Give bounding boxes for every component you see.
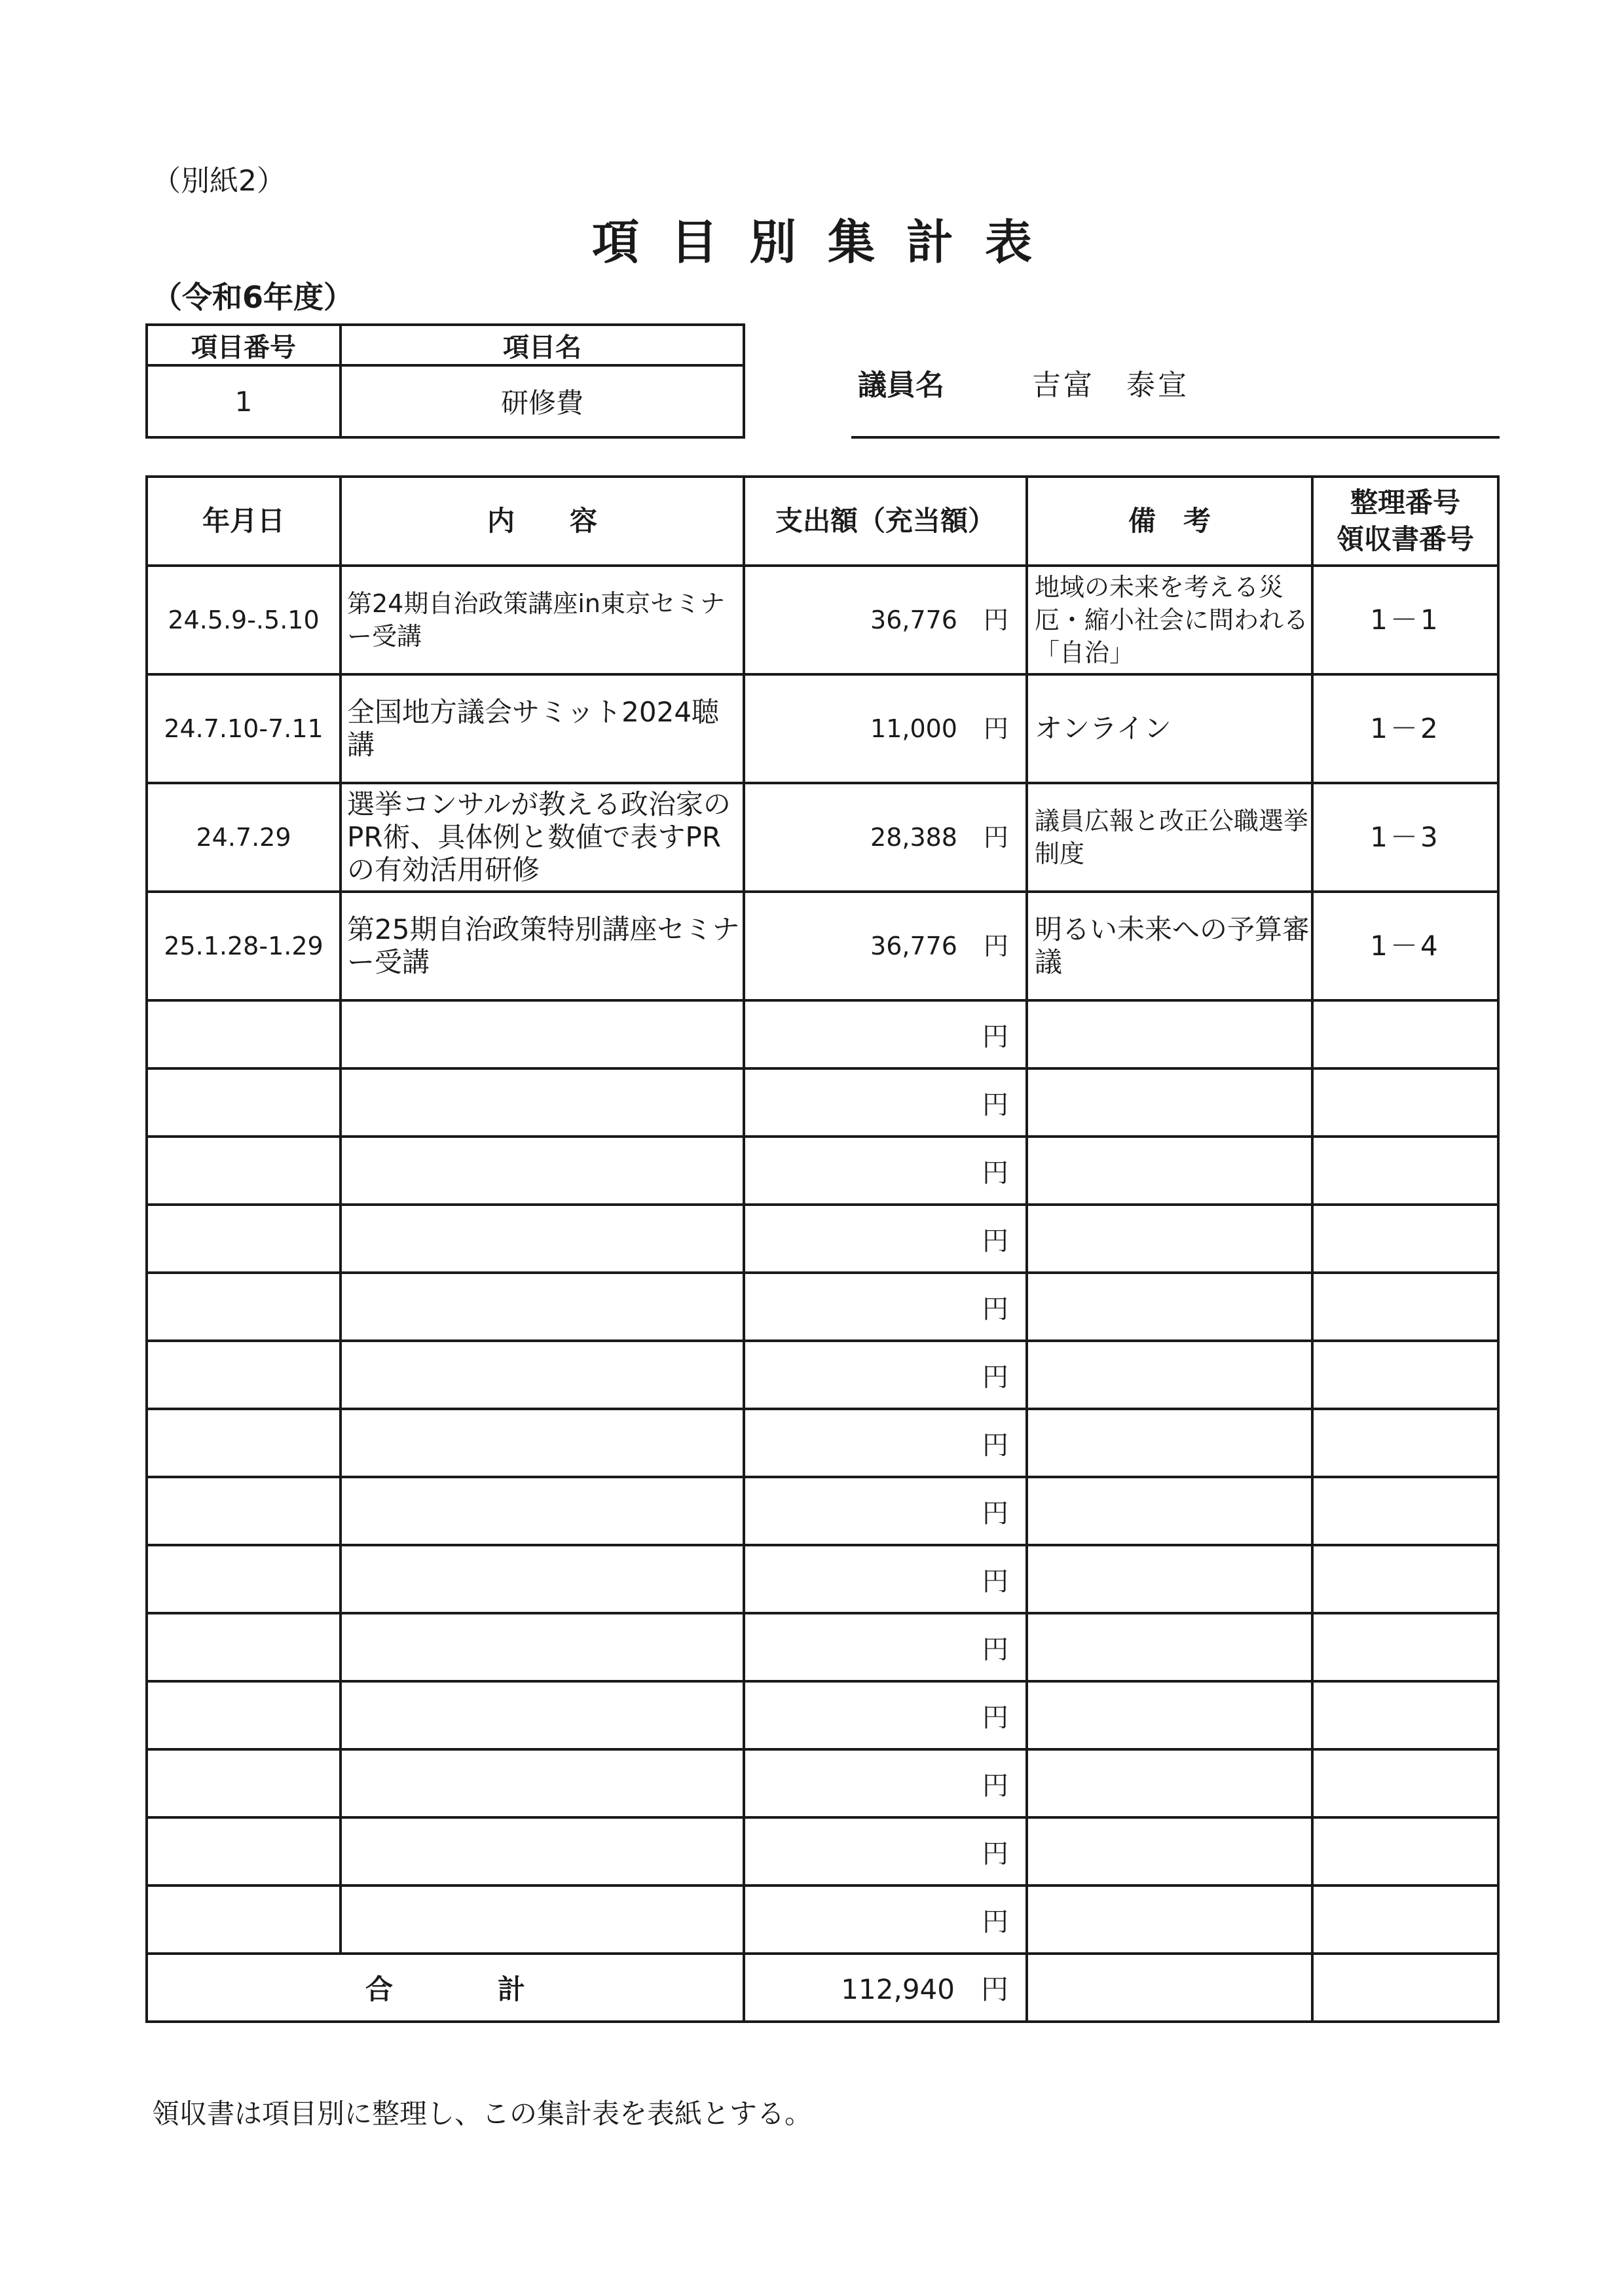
empty-row xyxy=(147,1409,1498,1477)
member-underline xyxy=(851,436,1500,439)
footer-note: 領収書は項目別に整理し、この集計表を表紙とする。 xyxy=(152,2098,813,2130)
col-number-header-line1: 整理番号 xyxy=(1350,486,1460,519)
row-amount-value: 36,776 xyxy=(870,606,957,634)
empty-cell xyxy=(1027,1000,1312,1068)
empty-amount xyxy=(744,1341,1027,1409)
empty-row xyxy=(147,1068,1498,1137)
empty-cell xyxy=(1312,1477,1498,1545)
empty-row xyxy=(147,1749,1498,1817)
empty-cell xyxy=(341,1477,744,1545)
empty-amount xyxy=(744,1749,1027,1817)
row-content: 選挙コンサルが教える政治家のPR術、具体例と数値で表すPRの有効活用研修 xyxy=(341,783,744,892)
col-note-header: 備 考 xyxy=(1027,477,1312,566)
empty-cell xyxy=(147,1409,341,1477)
row-amount xyxy=(744,892,1027,1000)
empty-row xyxy=(147,1273,1498,1341)
empty-cell xyxy=(1312,1273,1498,1341)
empty-row xyxy=(147,1205,1498,1273)
row-content: 第24期自治政策講座in東京セミナー受講 xyxy=(341,566,744,674)
row-note: 明るい未来への予算審議 xyxy=(1027,892,1312,1000)
row-date: 24.5.9-.5.10 xyxy=(147,566,341,674)
empty-amount xyxy=(744,1817,1027,1886)
total-number xyxy=(1312,1954,1498,2022)
empty-cell xyxy=(1027,1613,1312,1681)
yen-unit: 円 xyxy=(982,1362,1008,1393)
row-amount xyxy=(744,566,1027,674)
empty-cell xyxy=(341,1817,744,1886)
empty-row xyxy=(147,1477,1498,1545)
row-amount xyxy=(744,783,1027,892)
empty-cell xyxy=(341,1341,744,1409)
empty-row xyxy=(147,1137,1498,1205)
empty-cell xyxy=(341,1273,744,1341)
table-row xyxy=(147,783,1498,892)
empty-cell xyxy=(1312,1205,1498,1273)
empty-row xyxy=(147,1545,1498,1613)
total-amount-value: 112,940 xyxy=(841,1973,955,2005)
item-name-header: 項目名 xyxy=(341,325,744,365)
row-amount-value: 11,000 xyxy=(870,714,957,743)
empty-amount xyxy=(744,1137,1027,1205)
yen-unit: 円 xyxy=(982,1157,1008,1188)
yen-unit: 円 xyxy=(982,1089,1008,1120)
empty-amount xyxy=(744,1886,1027,1954)
col-number-header-line2: 領収書番号 xyxy=(1336,523,1474,555)
table-header-row xyxy=(147,477,1498,566)
empty-cell xyxy=(1312,1749,1498,1817)
empty-cell xyxy=(1027,1068,1312,1137)
empty-cell xyxy=(341,1613,744,1681)
empty-row xyxy=(147,1341,1498,1409)
table-row xyxy=(147,566,1498,674)
annex-label: （別紙2） xyxy=(152,164,286,198)
total-row xyxy=(147,1954,1498,2022)
yen-unit: 円 xyxy=(982,1838,1008,1869)
empty-cell xyxy=(1027,1137,1312,1205)
row-number: 1－1 xyxy=(1312,566,1498,674)
empty-amount xyxy=(744,1205,1027,1273)
empty-cell xyxy=(1312,1068,1498,1137)
empty-cell xyxy=(341,1137,744,1205)
empty-cell xyxy=(147,1137,341,1205)
empty-amount xyxy=(744,1477,1027,1545)
yen-unit: 円 xyxy=(982,1906,1008,1937)
empty-cell xyxy=(147,1000,341,1068)
empty-cell xyxy=(1027,1409,1312,1477)
empty-cell xyxy=(147,1341,341,1409)
member-label: 議員名 xyxy=(858,369,944,402)
empty-cell xyxy=(1027,1545,1312,1613)
yen-unit: 円 xyxy=(982,1566,1008,1597)
yen-unit: 円 xyxy=(983,932,1008,960)
blank-rows xyxy=(147,1000,1498,1954)
col-content-header: 内 容 xyxy=(341,477,744,566)
empty-cell xyxy=(341,1681,744,1749)
yen-unit: 円 xyxy=(982,1430,1008,1461)
empty-cell xyxy=(1312,1409,1498,1477)
yen-unit: 円 xyxy=(983,823,1008,852)
empty-row xyxy=(147,1000,1498,1068)
total-note xyxy=(1027,1954,1312,2022)
empty-cell xyxy=(1027,1817,1312,1886)
empty-amount xyxy=(744,1000,1027,1068)
row-note: オンライン xyxy=(1027,674,1312,783)
empty-amount xyxy=(744,1613,1027,1681)
row-number: 1－2 xyxy=(1312,674,1498,783)
empty-cell xyxy=(147,1273,341,1341)
empty-cell xyxy=(1027,1341,1312,1409)
empty-cell xyxy=(341,1205,744,1273)
yen-unit: 円 xyxy=(980,1973,1008,2005)
yen-unit: 円 xyxy=(983,714,1008,743)
row-date: 24.7.10-7.11 xyxy=(147,674,341,783)
item-number-value: 1 xyxy=(147,365,341,437)
yen-unit: 円 xyxy=(982,1021,1008,1052)
empty-cell xyxy=(147,1205,341,1273)
empty-row xyxy=(147,1886,1498,1954)
empty-cell xyxy=(147,1886,341,1954)
empty-cell xyxy=(147,1477,341,1545)
yen-unit: 円 xyxy=(982,1634,1008,1665)
yen-unit: 円 xyxy=(982,1226,1008,1256)
empty-cell xyxy=(1027,1749,1312,1817)
row-amount xyxy=(744,674,1027,783)
empty-cell xyxy=(1312,1613,1498,1681)
empty-cell xyxy=(341,1000,744,1068)
empty-cell xyxy=(1312,1817,1498,1886)
expense-table xyxy=(145,475,1500,2023)
item-name-value: 研修費 xyxy=(341,365,744,437)
total-label: 合計 xyxy=(147,1954,744,2022)
empty-cell xyxy=(1312,1681,1498,1749)
empty-cell xyxy=(147,1613,341,1681)
col-date-header: 年月日 xyxy=(147,477,341,566)
empty-cell xyxy=(147,1817,341,1886)
empty-cell xyxy=(1312,1000,1498,1068)
empty-cell xyxy=(147,1545,341,1613)
item-number-header: 項目番号 xyxy=(147,325,341,365)
empty-cell xyxy=(147,1681,341,1749)
empty-cell xyxy=(1027,1681,1312,1749)
table-row xyxy=(147,674,1498,783)
col-number-header xyxy=(1312,477,1498,566)
empty-row xyxy=(147,1817,1498,1886)
empty-cell xyxy=(1027,1886,1312,1954)
col-amount-header: 支出額（充当額） xyxy=(744,477,1027,566)
yen-unit: 円 xyxy=(982,1498,1008,1529)
empty-cell xyxy=(147,1749,341,1817)
member-name: 吉富 泰宣 xyxy=(1032,369,1189,402)
empty-cell xyxy=(341,1409,744,1477)
empty-amount xyxy=(744,1273,1027,1341)
row-note: 地域の未来を考える災厄・縮小社会に問われる「自治」 xyxy=(1027,566,1312,674)
empty-cell xyxy=(341,1749,744,1817)
empty-cell xyxy=(1312,1341,1498,1409)
empty-cell xyxy=(1027,1205,1312,1273)
total-amount xyxy=(744,1954,1027,2022)
empty-cell xyxy=(1027,1477,1312,1545)
empty-cell xyxy=(147,1068,341,1137)
yen-unit: 円 xyxy=(982,1294,1008,1324)
empty-cell xyxy=(341,1068,744,1137)
row-date: 24.7.29 xyxy=(147,783,341,892)
empty-row xyxy=(147,1681,1498,1749)
empty-row xyxy=(147,1613,1498,1681)
row-content: 全国地方議会サミット2024聴講 xyxy=(341,674,744,783)
fiscal-year: （令和6年度） xyxy=(152,280,354,315)
yen-unit: 円 xyxy=(983,606,1008,634)
item-table xyxy=(145,323,745,439)
row-number: 1－4 xyxy=(1312,892,1498,1000)
yen-unit: 円 xyxy=(982,1702,1008,1733)
empty-amount xyxy=(744,1409,1027,1477)
empty-cell xyxy=(1312,1886,1498,1954)
empty-cell xyxy=(341,1886,744,1954)
empty-cell xyxy=(1312,1545,1498,1613)
table-row xyxy=(147,892,1498,1000)
empty-amount xyxy=(744,1068,1027,1137)
empty-cell xyxy=(341,1545,744,1613)
yen-unit: 円 xyxy=(982,1770,1008,1801)
row-content: 第25期自治政策特別講座セミナー受講 xyxy=(341,892,744,1000)
empty-cell xyxy=(1312,1137,1498,1205)
row-date: 25.1.28-1.29 xyxy=(147,892,341,1000)
row-note: 議員広報と改正公職選挙制度 xyxy=(1027,783,1312,892)
empty-amount xyxy=(744,1681,1027,1749)
page-title: 項目別集計表 xyxy=(591,215,1063,270)
empty-amount xyxy=(744,1545,1027,1613)
row-amount-value: 28,388 xyxy=(870,823,957,852)
row-amount-value: 36,776 xyxy=(870,932,957,960)
empty-cell xyxy=(1027,1273,1312,1341)
row-number: 1－3 xyxy=(1312,783,1498,892)
